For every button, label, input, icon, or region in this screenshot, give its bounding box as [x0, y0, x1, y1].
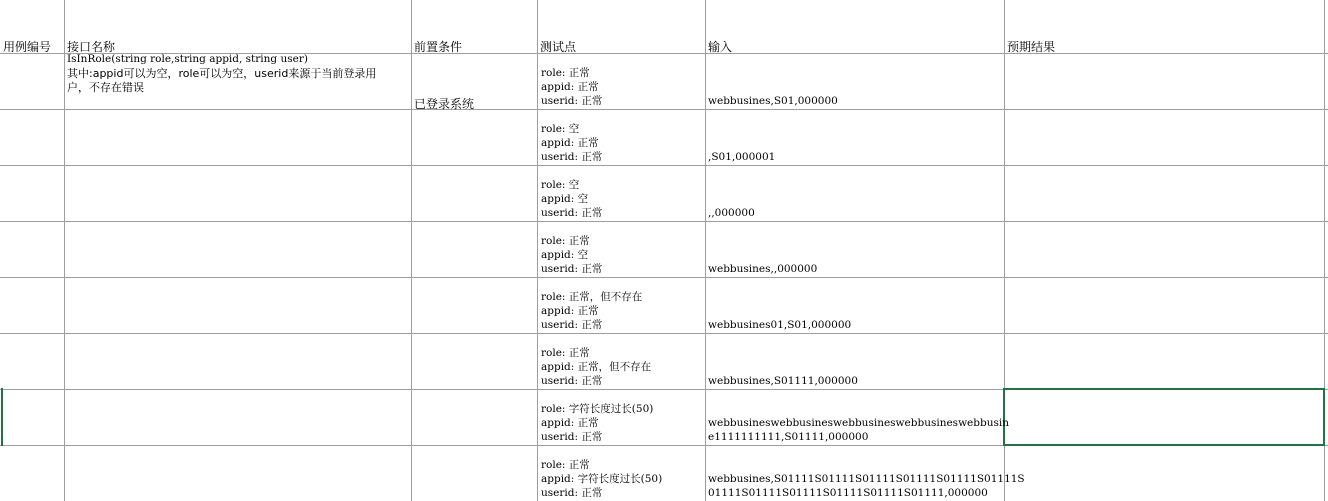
test-point-line[interactable]: appid: 空	[541, 193, 589, 205]
test-point-line[interactable]: role: 正常	[541, 235, 590, 247]
test-point-line[interactable]: appid: 正常	[541, 305, 599, 317]
interface-note-line1: 其中:appid可以为空，role可以为空，userid来源于当前登录用	[67, 67, 377, 80]
input-value-line[interactable]: webbusines,,000000	[708, 263, 818, 275]
test-point-line[interactable]: appid: 正常	[541, 81, 599, 93]
test-point-line[interactable]: userid: 正常	[541, 151, 603, 163]
column-border	[705, 0, 706, 501]
test-point-line[interactable]: userid: 正常	[541, 319, 603, 331]
column-border	[411, 0, 412, 501]
test-point-line[interactable]: appid: 字符长度过长(50)	[541, 473, 663, 485]
precondition-cell[interactable]: 已登录系统	[414, 97, 475, 111]
test-point-line[interactable]: userid: 正常	[541, 207, 603, 219]
test-point-line[interactable]: userid: 正常	[541, 95, 603, 107]
input-value-line[interactable]: webbusines,S01,000000	[708, 95, 838, 107]
interface-signature[interactable]: IsInRole(string role,string appid, string user)	[67, 53, 308, 65]
header-test-point[interactable]: 测试点	[540, 40, 577, 54]
test-point-line[interactable]: userid: 正常	[541, 375, 603, 387]
test-point-line[interactable]: userid: 正常	[541, 487, 603, 499]
test-point-line[interactable]: role: 正常	[541, 347, 590, 359]
test-point-line[interactable]: userid: 正常	[541, 431, 603, 443]
test-point-line[interactable]: role: 空	[541, 123, 580, 135]
input-value-line[interactable]: webbusines,S01111,000000	[708, 375, 858, 387]
test-point-line[interactable]: role: 正常	[541, 67, 590, 79]
input-value-line[interactable]: 01111S01111S01111S01111S01111S01111,000000	[708, 487, 988, 499]
header-precondition[interactable]: 前置条件	[414, 40, 463, 54]
test-point-line[interactable]: role: 正常，但不存在	[541, 291, 643, 303]
row-border	[0, 165, 1328, 166]
column-border	[537, 0, 538, 501]
test-point-line[interactable]: role: 空	[541, 179, 580, 191]
input-value-line[interactable]: ,S01,000001	[708, 151, 776, 163]
test-point-line[interactable]: appid: 正常	[541, 417, 599, 429]
row-border	[0, 333, 1328, 334]
test-point-line[interactable]: appid: 正常	[541, 137, 599, 149]
header-interface-name[interactable]: 接口名称	[67, 40, 116, 54]
input-value-line[interactable]: webbusineswebbusineswebbusineswebbusineswebbusin	[708, 417, 1009, 429]
test-point-line[interactable]: role: 字符长度过长(50)	[541, 403, 654, 415]
row-border	[0, 221, 1328, 222]
test-point-line[interactable]: role: 正常	[541, 459, 590, 471]
test-point-line[interactable]: appid: 正常，但不存在	[541, 361, 652, 373]
input-value-line[interactable]: e1111111111,S01111,000000	[708, 431, 869, 443]
row-border	[0, 109, 1328, 110]
row-border	[0, 277, 1328, 278]
input-value-line[interactable]: webbusines01,S01,000000	[708, 319, 852, 331]
row-selection-left-edge	[1, 388, 65, 446]
test-point-line[interactable]: appid: 空	[541, 249, 589, 261]
input-value-line[interactable]: ,,000000	[708, 207, 755, 219]
interface-note-line2: 户，不存在错误	[67, 81, 144, 94]
input-value-line[interactable]: webbusines,S01111S01111S01111S01111S01111S01111S	[708, 473, 1025, 485]
header-case-id[interactable]: 用例编号	[3, 40, 52, 54]
header-input[interactable]: 输入	[708, 40, 733, 54]
test-point-line[interactable]: userid: 正常	[541, 263, 603, 275]
header-expected-result[interactable]: 预期结果	[1007, 40, 1056, 54]
active-cell-selection[interactable]	[1003, 388, 1325, 446]
